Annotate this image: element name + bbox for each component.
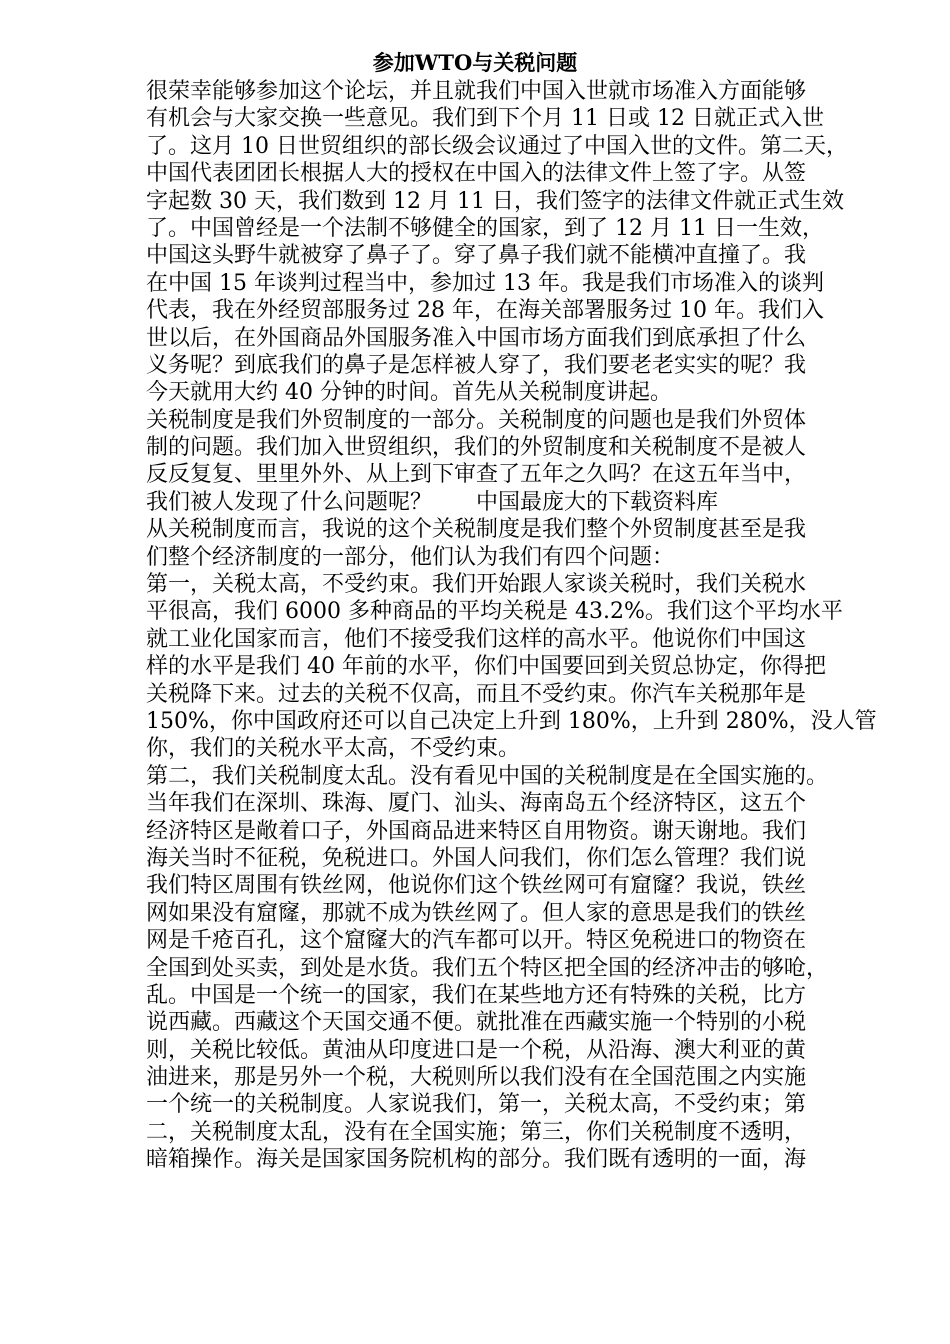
text-line: 关税降下来。过去的关税不仅高，而且不受约束。你汽车关税那年是	[146, 681, 807, 707]
text-line: 你，我们的关税水平太高，不受约束。	[146, 736, 521, 762]
text-line: 网如果没有窟窿，那就不成为铁丝网了。但人家的意思是我们的铁丝	[146, 900, 807, 926]
text-line: 很荣幸能够参加这个论坛，并且就我们中国入世就市场准入方面能够	[146, 79, 807, 104]
text-line: 代表，我在外经贸部服务过 28 年，在海关部署服务过 10 年。我们入	[146, 298, 824, 324]
text-line: 从关税制度而言，我说的这个关税制度是我们整个外贸制度甚至是我	[146, 517, 807, 543]
text-line: 中国代表团团长根据人大的授权在中国入的法律文件上签了字。从签	[146, 161, 807, 187]
text-line: 关税制度是我们外贸制度的一部分。关税制度的问题也是我们外贸体	[146, 407, 807, 433]
text-line: 我们特区周围有铁丝网，他说你们这个铁丝网可有窟窿？我说，铁丝	[146, 873, 807, 899]
text-line: 反反复复、里里外外、从上到下审查了五年之久吗？在这五年当中，	[146, 462, 807, 488]
text-line: 我们被人发现了什么问题呢？ 中国最庞大的下载资料库	[146, 489, 719, 515]
text-line: 乱。中国是一个统一的国家，我们在某些地方还有特殊的关税，比方	[146, 982, 807, 1008]
text-line: 150%，你中国政府还可以自己决定上升到 180%，上升到 280%，没人管	[146, 708, 877, 734]
text-line: 中国这头野牛就被穿了鼻子了。穿了鼻子我们就不能横冲直撞了。我	[146, 243, 807, 269]
document-title: 参加WTO与关税问题	[372, 50, 578, 75]
text-line: 了。这月 10 日世贸组织的部长级会议通过了中国入世的文件。第二天，	[146, 133, 848, 159]
text-line: 就工业化国家而言，他们不接受我们这样的高水平。他说你们中国这	[146, 626, 807, 652]
text-line: 在中国 15 年谈判过程当中，参加过 13 年。我是我们市场准入的谈判	[146, 270, 824, 296]
text-line: 暗箱操作。海关是国家国务院机构的部分。我们既有透明的一面，海	[146, 1147, 807, 1173]
text-line: 们整个经济制度的一部分，他们认为我们有四个问题：	[146, 544, 675, 570]
document-body	[146, 78, 886, 1174]
text-line: 第二，我们关税制度太乱。没有看见中国的关税制度是在全国实施的。	[146, 763, 829, 789]
text-line: 了。中国曾经是一个法制不够健全的国家，到了 12 月 11 日一生效，	[146, 215, 824, 241]
text-line: 当年我们在深圳、珠海、厦门、汕头、海南岛五个经济特区，这五个	[146, 791, 807, 817]
text-line: 第一，关税太高，不受约束。我们开始跟人家谈关税时，我们关税水	[146, 572, 807, 598]
text-line: 有机会与大家交换一些意见。我们到下个月 11 日或 12 日就正式入世	[146, 106, 824, 132]
text-line: 油进来，那是另外一个税，大税则所以我们没有在全国范围之内实施	[146, 1065, 807, 1091]
text-line: 说西藏。西藏这个天国交通不便。就批准在西藏实施一个特别的小税	[146, 1010, 807, 1036]
text-line: 网是千疮百孔，这个窟窿大的汽车都可以开。特区免税进口的物资在	[146, 928, 807, 954]
text-line: 海关当时不征税，免税进口。外国人问我们，你们怎么管理？我们说	[146, 845, 807, 871]
text-line: 义务呢？到底我们的鼻子是怎样被人穿了，我们要老老实实的呢？我	[146, 352, 807, 378]
text-line: 二，关税制度太乱，没有在全国实施；第三，你们关税制度不透明，	[146, 1119, 807, 1145]
text-line: 全国到处买卖，到处是水货。我们五个特区把全国的经济冲击的够呛，	[146, 955, 829, 981]
text-line: 样的水平是我们 40 年前的水平，你们中国要回到关贸总协定，你得把	[146, 654, 826, 680]
text-line: 一个统一的关税制度。人家说我们，第一，关税太高，不受约束；第	[146, 1092, 807, 1118]
text-line: 世以后，在外国商品外国服务准入中国市场方面我们到底承担了什么	[146, 325, 807, 351]
text-line: 今天就用大约 40 分钟的时间。首先从关税制度讲起。	[146, 380, 672, 406]
text-line: 平很高，我们 6000 多种商品的平均关税是 43.2%。我们这个平均水平	[146, 599, 843, 625]
text-line: 字起数 30 天，我们数到 12 月 11 日，我们签字的法律文件就正式生效	[146, 188, 844, 214]
text-line: 则，关税比较低。黄油从印度进口是一个税，从沿海、澳大利亚的黄	[146, 1037, 807, 1063]
text-line: 经济特区是敞着口子，外国商品进来特区自用物资。谢天谢地。我们	[146, 818, 807, 844]
text-line: 制的问题。我们加入世贸组织，我们的外贸制度和关税制度不是被人	[146, 435, 807, 461]
